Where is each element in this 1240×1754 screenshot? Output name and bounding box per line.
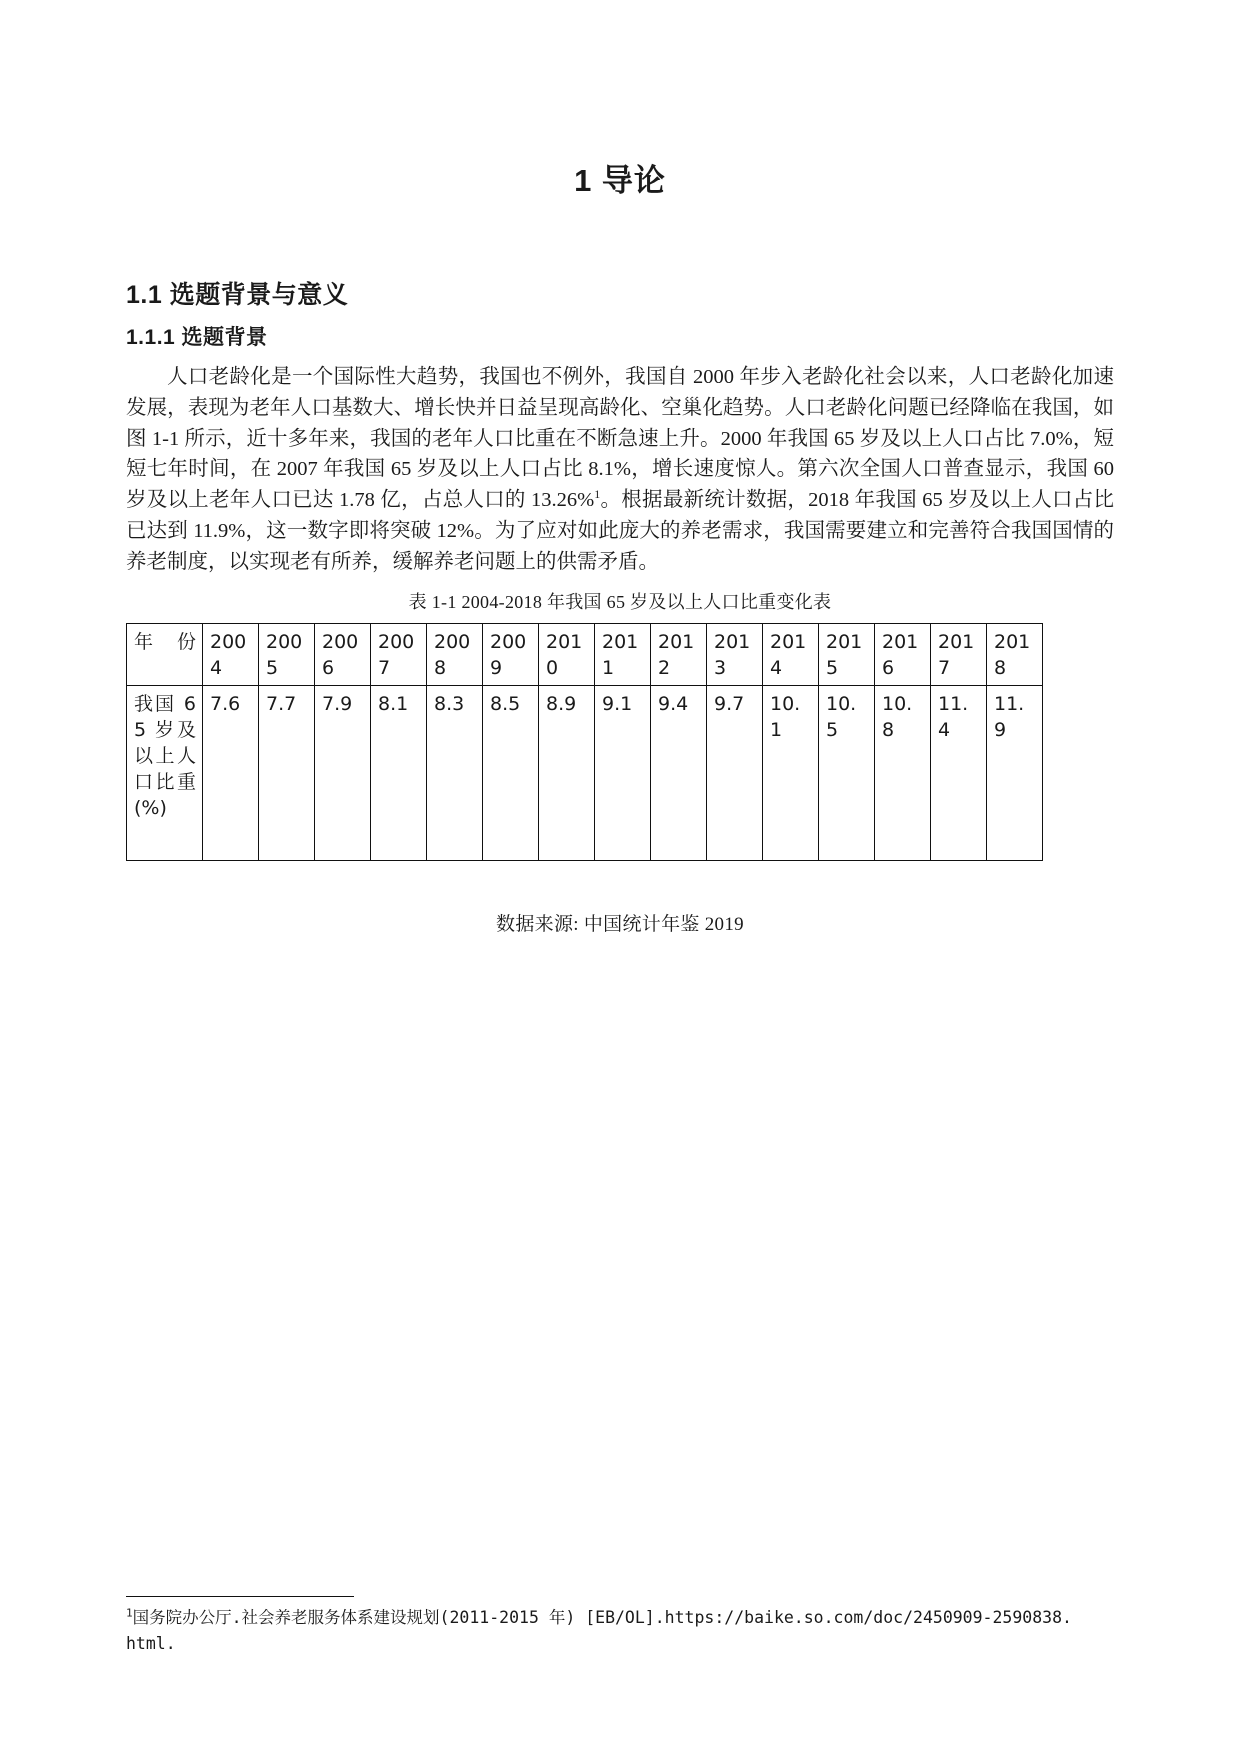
table-header-year: 2013 — [707, 623, 763, 685]
table-data-row — [127, 685, 1043, 860]
table-header-year: 2012 — [651, 623, 707, 685]
table-header-year: 2004 — [203, 623, 259, 685]
table-header-row-label: 年份 — [127, 623, 203, 685]
body-paragraph-text-part2: 。根据最新统计数据，2018 年我国 65 岁及以上人口占比已达到 11.9%，这一数字即将突破 12%。为了应对如此庞大的养老需求，我国需要建立和完善符合我国国情的养老制度，以实现老有所养，缓解养老问题上的供需矛盾。 — [126, 489, 1115, 573]
table-cell-value: 7.9 — [315, 685, 371, 860]
table-cell-value: 8.9 — [539, 685, 595, 860]
table-cell-value: 10.1 — [763, 685, 819, 860]
chapter-title: 1 导论 — [574, 163, 666, 198]
body-paragraph — [126, 351, 1114, 578]
table-cell-value: 11.4 — [931, 685, 987, 860]
section-heading-1-1: 1.1 选题背景与意义 — [126, 281, 349, 309]
table-cell-value: 9.7 — [707, 685, 763, 860]
table-cell-value: 9.1 — [595, 685, 651, 860]
footnote-reference-marker[interactable]: 1 — [594, 487, 601, 502]
table-header-year: 2009 — [483, 623, 539, 685]
population-ratio-table — [126, 623, 1043, 861]
table-cell-value: 7.7 — [259, 685, 315, 860]
body-paragraph-text-part1: 人口老龄化是一个国际性大趋势，我国也不例外，我国自 2000 年步入老龄化社会以来，人口老龄化加速发展，表现为老年人口基数大、增长快并日益呈现高龄化、空巢化趋势。人口老龄化问题已经降临在我国，如图 1-1 所示，近十多年来，我国的老年人口比重在不断急速上升。2000 年我国 65 岁及以上人口占比 7.0%，短短七年时间，在 2007 年我国 65 岁及以上人口占比 8.1%，增长速度惊人。第六次全国人口普查显示，我国 60 岁及以上老年人口已达 1.78 亿，占总人口的 13.26% — [126, 366, 1114, 512]
table-header-year: 2018 — [987, 623, 1043, 685]
table-header-year: 2006 — [315, 623, 371, 685]
table-cell-value: 8.1 — [371, 685, 427, 860]
table-header-year: 2011 — [595, 623, 651, 685]
footnote-body-text: 国务院办公厅.社会养老服务体系建设规划(2011-2015 年) [EB/OL].https://baike.so.com/doc/2450909-2590838.html. — [126, 1608, 1072, 1653]
table-header-year: 2017 — [931, 623, 987, 685]
table-cell-value: 11.9 — [987, 685, 1043, 860]
footnote-number: 1 — [126, 1606, 133, 1620]
footnote-entry — [126, 1605, 1076, 1657]
subsection-heading-1-1-1: 1.1.1 选题背景 — [126, 326, 268, 349]
table-header-year: 2010 — [539, 623, 595, 685]
table-cell-value: 9.4 — [651, 685, 707, 860]
table-header-year: 2007 — [371, 623, 427, 685]
table-cell-value: 8.5 — [483, 685, 539, 860]
footnote-area — [126, 1596, 1076, 1657]
table-source-note: 数据来源: 中国统计年鉴 2019 — [496, 913, 744, 935]
footnote-separator-rule — [126, 1596, 354, 1597]
table-header-year: 2014 — [763, 623, 819, 685]
page-content — [126, 0, 1114, 936]
table-cell-value: 10.5 — [819, 685, 875, 860]
table-header-year: 2005 — [259, 623, 315, 685]
table-cell-value: 8.3 — [427, 685, 483, 860]
table-header-year: 2008 — [427, 623, 483, 685]
table-data-row-label: 我国 65 岁及以上人口比重(%) — [127, 685, 203, 860]
data-table-container — [126, 614, 1114, 861]
table-header-row — [127, 623, 1043, 685]
table-cell-value: 7.6 — [203, 685, 259, 860]
table-header-year: 2015 — [819, 623, 875, 685]
table-header-year: 2016 — [875, 623, 931, 685]
table-cell-value: 10.8 — [875, 685, 931, 860]
table-caption: 表 1-1 2004-2018 年我国 65 岁及以上人口比重变化表 — [408, 591, 832, 612]
